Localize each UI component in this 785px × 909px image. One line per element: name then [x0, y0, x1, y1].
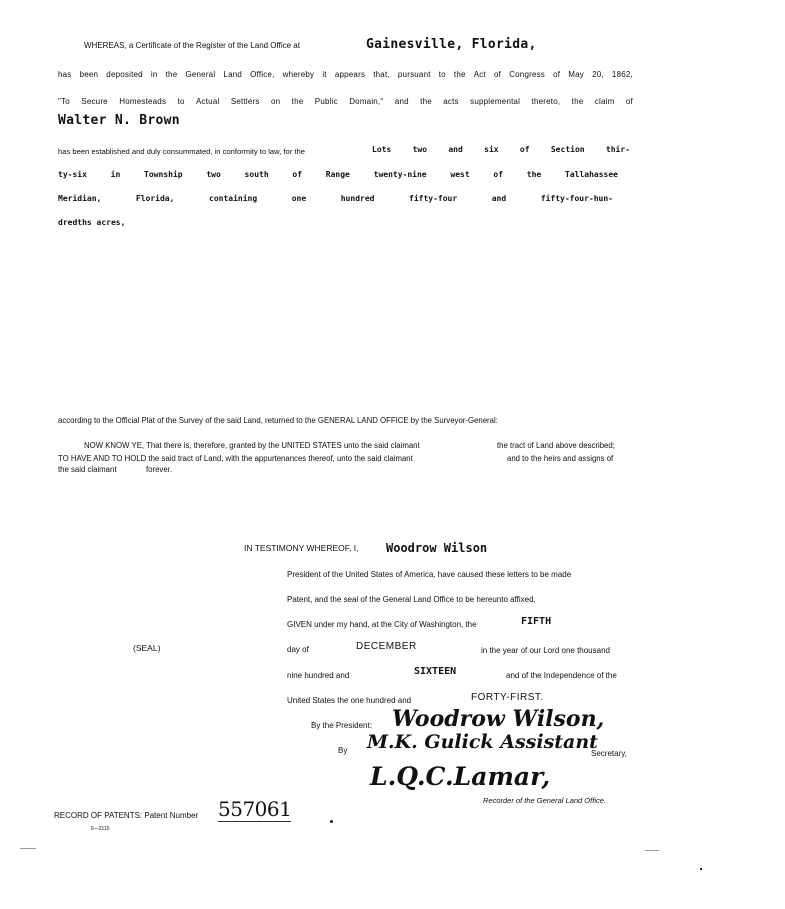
- certificate-word: of: [494, 70, 502, 79]
- office-location: Gainesville, Florida,: [366, 37, 537, 52]
- given-month: DECEMBER: [356, 641, 417, 652]
- day-of-label: day of: [287, 645, 309, 654]
- the-said-b: forever.: [146, 465, 173, 474]
- ink-dot: [330, 820, 333, 823]
- certificate-word: claim: [594, 97, 615, 106]
- certificate-word: the: [571, 97, 584, 106]
- certificate-word: "To: [58, 97, 70, 106]
- certificate-word: that,: [373, 70, 390, 79]
- certificate-word: 1862,: [611, 70, 633, 79]
- testimony-line-3: GIVEN under my hand, at the City of Washington, the: [287, 620, 477, 629]
- seal-label: (SEAL): [133, 643, 161, 653]
- certificate-word: acts: [443, 97, 459, 106]
- by-label: By: [338, 746, 348, 755]
- whereas-prefix: WHEREAS, a Certificate of the Register of the Land Office at: [84, 41, 300, 50]
- nine-hundred-text: nine hundred and: [287, 671, 350, 680]
- certificate-word: Act: [473, 70, 486, 79]
- secretary-label: Secretary,: [591, 749, 627, 758]
- tract-line-4: dredths acres,: [58, 218, 126, 227]
- certificate-word: pursuant: [397, 70, 431, 79]
- certificate-word: and: [394, 97, 409, 106]
- given-year: SIXTEEN: [414, 666, 457, 677]
- patent-number: 557061: [218, 797, 292, 821]
- ink-dot: [700, 868, 702, 870]
- to-have-b: and to the heirs and assigns of: [507, 454, 614, 463]
- now-know-ye-a: NOW KNOW YE, That there is, therefore, granted by the UNITED STATES unto the said claimant: [84, 441, 420, 450]
- testimony-line-1: President of the United States of America, have caused these letters to be made: [287, 570, 572, 579]
- independence-year: FORTY-FIRST.: [471, 692, 544, 703]
- certificate-word: been: [79, 70, 99, 79]
- the-said-a: the said claimant: [58, 465, 117, 474]
- year-text: in the year of our Lord one thousand: [481, 646, 610, 655]
- certificate-line-3: [58, 97, 633, 106]
- certificate-word: Homesteads: [119, 97, 167, 106]
- certificate-word: on: [270, 97, 281, 106]
- by-the-president-label: By the President:: [311, 721, 372, 730]
- certificate-word: Congress: [509, 70, 546, 79]
- secretary-signature: M.K. Gulick Assistant: [367, 731, 598, 753]
- certificate-word: the: [165, 70, 178, 79]
- certificate-word: to: [177, 97, 185, 106]
- tract-line-1: Lots two and six of Section thir-: [372, 145, 630, 154]
- certificate-word: the: [291, 97, 304, 106]
- certificate-word: General: [185, 70, 216, 79]
- president-name: Woodrow Wilson: [386, 541, 488, 555]
- certificate-word: thereto,: [531, 97, 561, 106]
- testimony-prefix: IN TESTIMONY WHEREOF, I,: [244, 543, 359, 553]
- certificate-word: Secure: [81, 97, 108, 106]
- recorder-label: Recorder of the General Land Office.: [483, 796, 606, 805]
- form-number: 6—2115: [91, 826, 110, 832]
- given-day: FIFTH: [521, 616, 552, 627]
- to-have-a: TO HAVE AND TO HOLD the said tract of Land, with the appurtenances thereof, unto the said claimant: [58, 454, 413, 463]
- official-plat-text: according to the Official Plat of the Survey of the said Land, returned to the GENERAL LAND OFFICE by the Surveyor-General:: [58, 416, 498, 425]
- certificate-word: Office,: [250, 70, 275, 79]
- certificate-word: appears: [334, 70, 366, 79]
- edge-mark: [20, 848, 36, 849]
- certificate-word: Public: [314, 97, 338, 106]
- certificate-word: of: [625, 97, 633, 106]
- certificate-line-2: [58, 70, 633, 79]
- record-of-patents-label: RECORD OF PATENTS: Patent Number: [54, 811, 199, 820]
- tract-line-2: ty-six in Township two south of Range twenty-nine west of the Tallahassee: [58, 170, 618, 179]
- certificate-word: whereby: [282, 70, 315, 79]
- edge-mark: [645, 850, 659, 851]
- certificate-word: Actual: [196, 97, 220, 106]
- certificate-word: May: [568, 70, 584, 79]
- tract-line-3: Meridian, Florida, containing one hundred fifty-four and fifty-four-hun-: [58, 194, 613, 203]
- president-signature: Woodrow Wilson,: [392, 706, 605, 732]
- certificate-word: to: [438, 70, 446, 79]
- united-states-text: United States the one hundred and: [287, 696, 412, 705]
- certificate-word: Land: [223, 70, 243, 79]
- certificate-word: 20,: [592, 70, 604, 79]
- certificate-word: supplemental: [470, 97, 521, 106]
- certificate-word: Domain,": [349, 97, 384, 106]
- claimant-name: Walter N. Brown: [58, 113, 180, 128]
- established-text: has been established and duly consummated, in conformity to law, for the: [58, 147, 305, 156]
- certificate-word: of: [553, 70, 561, 79]
- certificate-word: in: [150, 70, 158, 79]
- certificate-word: it: [322, 70, 327, 79]
- certificate-word: the: [420, 97, 432, 106]
- independence-text: and of the Independence of the: [506, 671, 617, 680]
- testimony-line-2: Patent, and the seal of the General Land Office to be hereunto affixed.: [287, 595, 536, 604]
- certificate-word: Settlers: [230, 97, 260, 106]
- certificate-word: the: [453, 70, 466, 79]
- certificate-word: deposited: [106, 70, 143, 79]
- certificate-word: has: [58, 70, 72, 79]
- now-know-ye-b: the tract of Land above described;: [497, 441, 615, 450]
- recorder-signature: L.Q.C.Lamar,: [370, 762, 551, 791]
